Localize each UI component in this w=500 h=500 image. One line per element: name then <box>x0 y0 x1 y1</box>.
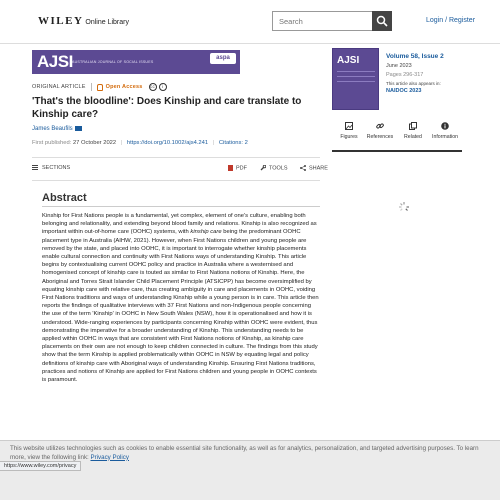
tab-label: Information <box>432 134 458 140</box>
top-bar <box>0 0 500 44</box>
image-icon <box>345 122 353 130</box>
link-icon <box>376 122 384 130</box>
logo-brand: WILEY <box>38 15 84 27</box>
divider: | <box>120 140 123 146</box>
society-logo: aspa <box>210 53 236 64</box>
issue-link[interactable]: Volume 58, Issue 2 <box>386 53 444 60</box>
search-button[interactable] <box>372 11 392 31</box>
abstract-text-part: Kinship for First Nations people is a fundamental, yet complex, element of one's culture, enabling both belonging and relationality, and extending beyond blood family and relations. Kinship is also recognized as important within out-of-home care (OOHC) systems, with <box>42 213 317 236</box>
cover-decoration <box>337 76 375 77</box>
divider: | <box>212 140 215 146</box>
status-bar-url: https://www.wiley.com/privacy <box>0 461 81 471</box>
article-toolbar <box>32 164 328 174</box>
open-access-label: Open Access <box>105 84 143 90</box>
first-published-label: First published: <box>32 140 72 146</box>
email-icon[interactable] <box>75 126 82 131</box>
sidebar-tabs <box>332 122 462 148</box>
wiley-logo[interactable] <box>38 15 129 27</box>
share-icon <box>300 165 306 171</box>
related-icon <box>409 122 417 130</box>
cookie-message: This website utilizes technologies such as cookies to enable essential site functionality, as well as for analytics, personalization, and targeted advertising purposes. To learn more, view the following link: <box>10 445 479 461</box>
abstract-text <box>42 212 320 384</box>
collection-note: This article also appears in: <box>386 81 441 86</box>
tab-figures[interactable] <box>332 122 366 140</box>
abstract-heading: Abstract <box>42 192 87 204</box>
privacy-policy-link[interactable]: Privacy Policy <box>90 453 129 461</box>
tab-related[interactable] <box>396 122 430 140</box>
publication-info <box>32 140 248 146</box>
journal-cover-image[interactable] <box>332 48 379 110</box>
pdf-label: PDF <box>236 165 247 172</box>
sections-button[interactable] <box>32 165 70 171</box>
info-icon <box>441 122 449 130</box>
divider <box>91 83 92 91</box>
search-box <box>272 11 392 31</box>
list-icon <box>32 165 38 170</box>
abstract-emphasis: kinship care <box>190 229 222 236</box>
article-title: 'That's the bloodline': Does Kinship and care translate to Kinship care? <box>32 96 302 120</box>
share-button[interactable] <box>300 165 328 171</box>
pdf-icon <box>228 165 233 171</box>
issue-date: June 2023 <box>386 63 412 69</box>
cookie-text <box>10 445 490 462</box>
tools-button[interactable] <box>260 165 288 171</box>
doi-link[interactable]: https://doi.org/10.1002/ajs4.241 <box>126 140 209 146</box>
journal-banner[interactable] <box>32 50 240 74</box>
divider <box>42 206 320 207</box>
abstract-text-part: being the predominant OOHC placement type in Australia (AIHW, 2021). However, when First Nations children and young people are removed by the state, and placed into OOHC, it is important to interrogate whether kinship placements enable cultural connection and continuity with First Nations ways of understanding Kinship. This article begins by contextualising current OOHC policy and practice in Australia where a westernised and homogenised concept of kinship care is touted as similar to First Nations notions of Kinship. Here, the Aboriginal and Torres Strait Islander Child Placement Principle (ATSICPP) has become oversimplified by equating kinship care with relative care, thus creating ambiguity in care and placements in OOHC, voiding First Nations traditions and ways of understanding Kinship while a young person is in care. This article then reports the findings of qualitative interviews with 37 First Nations and non-Indigenous people concerning the use of the term 'Kinship' in OOHC in New South Wales (NSW), how it is operationalised and how it is understood. Wide-ranging experiences by participants concerning Kinship within OOHC were evident, thus demonstrating the imperative for a broader understanding of Kinship. This understanding needs to be applied within OOHC in ways that are consistent with First Nations notions of Kinship, as kinship care placements on their own are not enough to keep children connected in culture. The findings from this study show that the term Kinship is applied problematically within OOHC in NSW by equating legal and policy definitions of kinship care with Aboriginal ways of understanding Kinship. Ensuring First Nations traditions, practices and notions of Kinship are applied for First Nations children and young people in OOHC contexts is paramount. <box>42 229 319 384</box>
tab-references[interactable] <box>363 122 397 140</box>
logo-suffix: Online Library <box>85 19 129 26</box>
citations-link[interactable]: Citations: 2 <box>218 140 248 146</box>
loading-spinner-icon <box>398 201 410 213</box>
wrench-icon <box>260 165 266 171</box>
tab-label: Figures <box>340 134 358 140</box>
divider <box>332 150 462 152</box>
open-access-icon <box>97 84 103 91</box>
share-label: SHARE <box>309 165 328 172</box>
cover-decoration <box>337 81 375 82</box>
issue-pages: Pages 296-317 <box>386 72 424 78</box>
tab-label: References <box>366 134 394 140</box>
sections-label: SECTIONS <box>42 165 71 171</box>
cc-icon: cc <box>150 84 155 89</box>
pdf-button[interactable] <box>228 165 247 171</box>
tab-information[interactable] <box>428 122 462 140</box>
first-published-date: 27 October 2022 <box>72 140 117 146</box>
author-link[interactable] <box>32 126 82 132</box>
article-type-row <box>32 83 167 91</box>
journal-short-title: AJSI <box>37 52 73 71</box>
search-input[interactable] <box>273 12 373 30</box>
collection-link[interactable]: NAIDOC 2023 <box>386 88 422 94</box>
login-register-link[interactable]: Login / Register <box>426 17 476 24</box>
by-icon: i <box>159 83 167 91</box>
author-name: James Beaufils <box>32 126 73 133</box>
article-type: ORIGINAL ARTICLE <box>32 84 86 90</box>
search-icon <box>376 15 388 27</box>
cover-decoration <box>337 71 375 72</box>
divider <box>32 157 320 158</box>
tools-label: TOOLS <box>269 165 288 172</box>
cover-title: AJSI <box>337 55 360 66</box>
tab-label: Related <box>404 134 422 140</box>
journal-name: AUSTRALIAN JOURNAL OF SOCIAL ISSUES <box>72 60 154 64</box>
divider <box>32 180 320 181</box>
license-badges <box>149 83 167 91</box>
